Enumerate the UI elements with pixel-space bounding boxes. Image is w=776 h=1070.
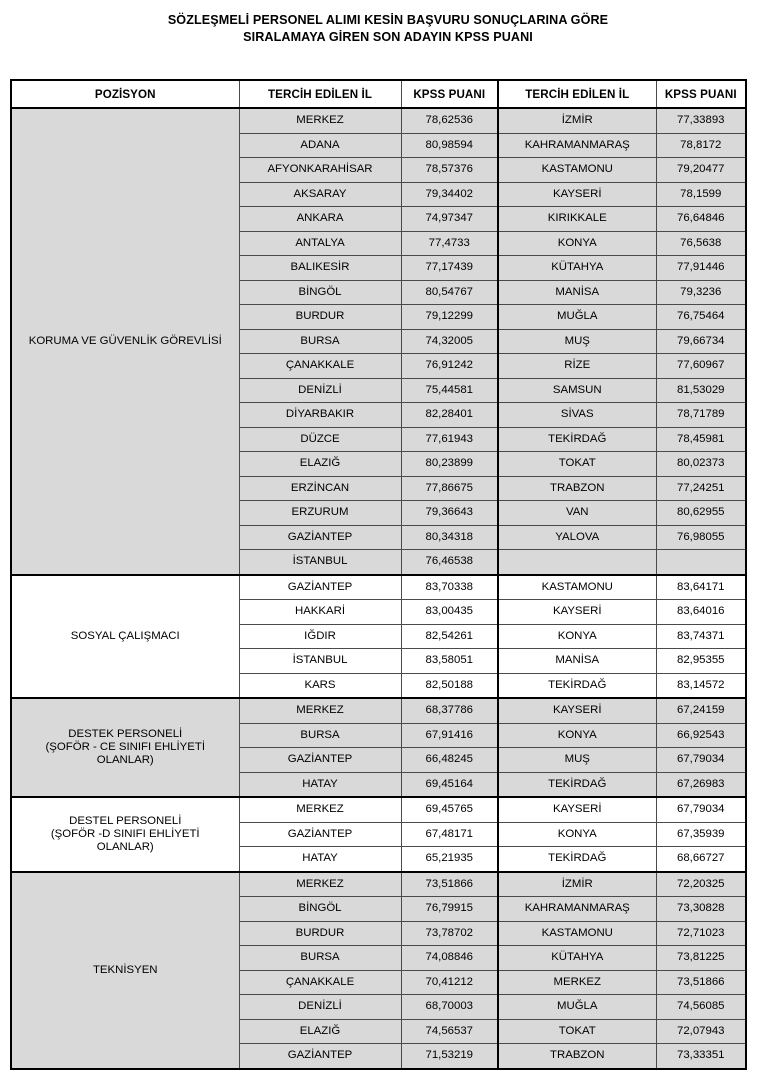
column-header-tercih-1: TERCİH EDİLEN İL — [239, 80, 401, 108]
tercih-edilen-il-2-cell: MANİSA — [498, 280, 656, 305]
kpss-puani-2-cell: 77,24251 — [656, 476, 746, 501]
tercih-edilen-il-1-cell: ELAZIĞ — [239, 452, 401, 477]
kpss-results-table — [10, 79, 747, 1070]
kpss-puani-2-cell: 76,98055 — [656, 525, 746, 550]
kpss-puani-1-cell: 76,91242 — [401, 354, 498, 379]
tercih-edilen-il-2-cell: KONYA — [498, 624, 656, 649]
kpss-puani-2-cell: 68,66727 — [656, 847, 746, 872]
kpss-puani-1-cell: 67,91416 — [401, 723, 498, 748]
position-label: TEKNİSYEN — [11, 872, 239, 1069]
tercih-edilen-il-1-cell: ERZURUM — [239, 501, 401, 526]
kpss-table-container — [10, 79, 745, 1070]
kpss-puani-2-cell: 73,51866 — [656, 970, 746, 995]
kpss-puani-1-cell: 79,12299 — [401, 305, 498, 330]
tercih-edilen-il-1-cell: DENİZLİ — [239, 378, 401, 403]
tercih-edilen-il-1-cell: ÇANAKKALE — [239, 970, 401, 995]
kpss-puani-1-cell: 76,46538 — [401, 550, 498, 575]
kpss-puani-1-cell: 74,08846 — [401, 946, 498, 971]
table-row — [11, 575, 746, 600]
column-header-tercih-2: TERCİH EDİLEN İL — [498, 80, 656, 108]
kpss-puani-2-cell: 79,66734 — [656, 329, 746, 354]
kpss-puani-1-cell: 75,44581 — [401, 378, 498, 403]
kpss-puani-1-cell: 77,4733 — [401, 231, 498, 256]
kpss-puani-1-cell: 74,32005 — [401, 329, 498, 354]
kpss-puani-2-cell: 82,95355 — [656, 649, 746, 674]
position-label: KORUMA VE GÜVENLİK GÖREVLİSİ — [11, 108, 239, 575]
tercih-edilen-il-1-cell: BALIKESİR — [239, 256, 401, 281]
tercih-edilen-il-1-cell: BİNGÖL — [239, 280, 401, 305]
tercih-edilen-il-1-cell: HATAY — [239, 847, 401, 872]
kpss-puani-2-cell: 78,1599 — [656, 182, 746, 207]
tercih-edilen-il-2-cell: KASTAMONU — [498, 575, 656, 600]
kpss-puani-1-cell: 83,00435 — [401, 600, 498, 625]
kpss-puani-1-cell: 80,54767 — [401, 280, 498, 305]
kpss-puani-1-cell: 80,98594 — [401, 133, 498, 158]
kpss-puani-1-cell: 83,58051 — [401, 649, 498, 674]
tercih-edilen-il-1-cell: İSTANBUL — [239, 649, 401, 674]
kpss-puani-1-cell: 80,34318 — [401, 525, 498, 550]
kpss-puani-2-cell: 81,53029 — [656, 378, 746, 403]
kpss-puani-2-cell: 77,60967 — [656, 354, 746, 379]
tercih-edilen-il-1-cell: DENİZLİ — [239, 995, 401, 1020]
kpss-puani-2-cell: 74,56085 — [656, 995, 746, 1020]
kpss-puani-2-cell: 83,14572 — [656, 673, 746, 698]
tercih-edilen-il-1-cell: BURDUR — [239, 921, 401, 946]
tercih-edilen-il-2-cell: TOKAT — [498, 452, 656, 477]
tercih-edilen-il-2-cell: SAMSUN — [498, 378, 656, 403]
kpss-puani-2-cell: 83,64171 — [656, 575, 746, 600]
title-line-2: SIRALAMAYA GİREN SON ADAYIN KPSS PUANI — [243, 30, 533, 44]
tercih-edilen-il-1-cell: HAKKARİ — [239, 600, 401, 625]
tercih-edilen-il-2-cell: KAYSERİ — [498, 182, 656, 207]
kpss-puani-2-cell — [656, 550, 746, 575]
position-label: DESTEL PERSONELİ (ŞOFÖR -D SINIFI EHLİYETİ OLANLAR) — [11, 797, 239, 872]
kpss-puani-2-cell: 76,75464 — [656, 305, 746, 330]
title-line-1: SÖZLEŞMELİ PERSONEL ALIMI KESİN BAŞVURU SONUÇLARINA GÖRE — [167, 13, 609, 27]
kpss-puani-1-cell: 82,54261 — [401, 624, 498, 649]
position-label: DESTEK PERSONELİ (ŞOFÖR - CE SINIFI EHLİYETİ OLANLAR) — [11, 698, 239, 797]
kpss-puani-1-cell: 78,57376 — [401, 158, 498, 183]
tercih-edilen-il-1-cell: MERKEZ — [239, 797, 401, 822]
kpss-puani-1-cell: 79,34402 — [401, 182, 498, 207]
tercih-edilen-il-2-cell: KÜTAHYA — [498, 256, 656, 281]
kpss-puani-2-cell: 79,3236 — [656, 280, 746, 305]
kpss-puani-1-cell: 68,37786 — [401, 698, 498, 723]
tercih-edilen-il-1-cell: BURSA — [239, 723, 401, 748]
tercih-edilen-il-1-cell: ANKARA — [239, 207, 401, 232]
kpss-puani-2-cell: 78,71789 — [656, 403, 746, 428]
kpss-puani-1-cell: 76,79915 — [401, 897, 498, 922]
tercih-edilen-il-2-cell: SİVAS — [498, 403, 656, 428]
tercih-edilen-il-1-cell: GAZİANTEP — [239, 748, 401, 773]
kpss-puani-2-cell: 73,33351 — [656, 1044, 746, 1069]
tercih-edilen-il-2-cell: KASTAMONU — [498, 158, 656, 183]
kpss-puani-2-cell: 66,92543 — [656, 723, 746, 748]
kpss-puani-2-cell: 73,81225 — [656, 946, 746, 971]
kpss-puani-2-cell: 67,79034 — [656, 748, 746, 773]
kpss-puani-2-cell: 67,26983 — [656, 772, 746, 797]
tercih-edilen-il-1-cell: DÜZCE — [239, 427, 401, 452]
tercih-edilen-il-1-cell: BURDUR — [239, 305, 401, 330]
kpss-puani-2-cell: 79,20477 — [656, 158, 746, 183]
kpss-puani-1-cell: 66,48245 — [401, 748, 498, 773]
kpss-puani-1-cell: 83,70338 — [401, 575, 498, 600]
tercih-edilen-il-2-cell: MUŞ — [498, 748, 656, 773]
page-title — [0, 0, 776, 46]
kpss-puani-1-cell: 79,36643 — [401, 501, 498, 526]
kpss-puani-2-cell: 72,07943 — [656, 1019, 746, 1044]
tercih-edilen-il-2-cell: TRABZON — [498, 476, 656, 501]
tercih-edilen-il-1-cell: GAZİANTEP — [239, 575, 401, 600]
tercih-edilen-il-2-cell: YALOVA — [498, 525, 656, 550]
kpss-puani-2-cell: 76,5638 — [656, 231, 746, 256]
column-header-kpss-1: KPSS PUANI — [401, 80, 498, 108]
tercih-edilen-il-1-cell: KARS — [239, 673, 401, 698]
tercih-edilen-il-2-cell: KONYA — [498, 723, 656, 748]
tercih-edilen-il-2-cell: İZMİR — [498, 108, 656, 133]
tercih-edilen-il-2-cell: TOKAT — [498, 1019, 656, 1044]
tercih-edilen-il-1-cell: ANTALYA — [239, 231, 401, 256]
kpss-puani-2-cell: 83,64016 — [656, 600, 746, 625]
tercih-edilen-il-2-cell: KAHRAMANMARAŞ — [498, 897, 656, 922]
kpss-puani-2-cell: 76,64846 — [656, 207, 746, 232]
tercih-edilen-il-1-cell: MERKEZ — [239, 108, 401, 133]
header-row — [11, 80, 746, 108]
table-header — [11, 80, 746, 108]
tercih-edilen-il-2-cell: KONYA — [498, 822, 656, 847]
tercih-edilen-il-2-cell: KAYSERİ — [498, 797, 656, 822]
kpss-puani-2-cell: 77,91446 — [656, 256, 746, 281]
position-label: SOSYAL ÇALIŞMACI — [11, 575, 239, 699]
tercih-edilen-il-1-cell: AFYONKARAHİSAR — [239, 158, 401, 183]
tercih-edilen-il-1-cell: MERKEZ — [239, 698, 401, 723]
kpss-puani-2-cell: 77,33893 — [656, 108, 746, 133]
tercih-edilen-il-1-cell: BİNGÖL — [239, 897, 401, 922]
tercih-edilen-il-1-cell: ÇANAKKALE — [239, 354, 401, 379]
tercih-edilen-il-2-cell — [498, 550, 656, 575]
tercih-edilen-il-2-cell: KONYA — [498, 231, 656, 256]
kpss-puani-1-cell: 77,61943 — [401, 427, 498, 452]
tercih-edilen-il-1-cell: MERKEZ — [239, 872, 401, 897]
kpss-puani-1-cell: 78,62536 — [401, 108, 498, 133]
kpss-puani-1-cell: 71,53219 — [401, 1044, 498, 1069]
table-row — [11, 872, 746, 897]
tercih-edilen-il-1-cell: GAZİANTEP — [239, 822, 401, 847]
column-header-kpss-2: KPSS PUANI — [656, 80, 746, 108]
tercih-edilen-il-1-cell: DİYARBAKIR — [239, 403, 401, 428]
tercih-edilen-il-2-cell: KAYSERİ — [498, 600, 656, 625]
tercih-edilen-il-1-cell: ADANA — [239, 133, 401, 158]
kpss-puani-1-cell: 74,97347 — [401, 207, 498, 232]
tercih-edilen-il-2-cell: İZMİR — [498, 872, 656, 897]
kpss-puani-1-cell: 82,28401 — [401, 403, 498, 428]
tercih-edilen-il-2-cell: KAYSERİ — [498, 698, 656, 723]
tercih-edilen-il-2-cell: KASTAMONU — [498, 921, 656, 946]
tercih-edilen-il-2-cell: RİZE — [498, 354, 656, 379]
kpss-puani-2-cell: 72,20325 — [656, 872, 746, 897]
kpss-puani-1-cell: 68,70003 — [401, 995, 498, 1020]
tercih-edilen-il-1-cell: İSTANBUL — [239, 550, 401, 575]
tercih-edilen-il-2-cell: TEKİRDAĞ — [498, 427, 656, 452]
table-row — [11, 108, 746, 133]
kpss-puani-1-cell: 65,21935 — [401, 847, 498, 872]
tercih-edilen-il-1-cell: BURSA — [239, 946, 401, 971]
kpss-puani-1-cell: 80,23899 — [401, 452, 498, 477]
kpss-puani-2-cell: 83,74371 — [656, 624, 746, 649]
tercih-edilen-il-1-cell: HATAY — [239, 772, 401, 797]
kpss-puani-2-cell: 78,45981 — [656, 427, 746, 452]
kpss-puani-1-cell: 70,41212 — [401, 970, 498, 995]
kpss-puani-1-cell: 69,45765 — [401, 797, 498, 822]
tercih-edilen-il-1-cell: BURSA — [239, 329, 401, 354]
kpss-puani-1-cell: 73,51866 — [401, 872, 498, 897]
tercih-edilen-il-2-cell: MUŞ — [498, 329, 656, 354]
tercih-edilen-il-1-cell: GAZİANTEP — [239, 1044, 401, 1069]
kpss-puani-1-cell: 67,48171 — [401, 822, 498, 847]
kpss-puani-1-cell: 77,86675 — [401, 476, 498, 501]
tercih-edilen-il-1-cell: ERZİNCAN — [239, 476, 401, 501]
tercih-edilen-il-2-cell: KAHRAMANMARAŞ — [498, 133, 656, 158]
tercih-edilen-il-1-cell: GAZİANTEP — [239, 525, 401, 550]
tercih-edilen-il-2-cell: MUĞLA — [498, 995, 656, 1020]
kpss-puani-1-cell: 69,45164 — [401, 772, 498, 797]
kpss-puani-1-cell: 74,56537 — [401, 1019, 498, 1044]
tercih-edilen-il-1-cell: AKSARAY — [239, 182, 401, 207]
tercih-edilen-il-2-cell: TEKİRDAĞ — [498, 673, 656, 698]
tercih-edilen-il-1-cell: ELAZIĞ — [239, 1019, 401, 1044]
tercih-edilen-il-2-cell: VAN — [498, 501, 656, 526]
table-row — [11, 797, 746, 822]
table-row — [11, 698, 746, 723]
tercih-edilen-il-1-cell: IĞDIR — [239, 624, 401, 649]
tercih-edilen-il-2-cell: KÜTAHYA — [498, 946, 656, 971]
tercih-edilen-il-2-cell: TEKİRDAĞ — [498, 847, 656, 872]
tercih-edilen-il-2-cell: KIRIKKALE — [498, 207, 656, 232]
tercih-edilen-il-2-cell: MANİSA — [498, 649, 656, 674]
kpss-puani-2-cell: 78,8172 — [656, 133, 746, 158]
tercih-edilen-il-2-cell: MUĞLA — [498, 305, 656, 330]
kpss-puani-2-cell: 80,02373 — [656, 452, 746, 477]
kpss-puani-1-cell: 82,50188 — [401, 673, 498, 698]
tercih-edilen-il-2-cell: MERKEZ — [498, 970, 656, 995]
kpss-puani-1-cell: 77,17439 — [401, 256, 498, 281]
kpss-puani-2-cell: 80,62955 — [656, 501, 746, 526]
kpss-puani-2-cell: 67,24159 — [656, 698, 746, 723]
kpss-puani-2-cell: 67,79034 — [656, 797, 746, 822]
kpss-puani-2-cell: 72,71023 — [656, 921, 746, 946]
tercih-edilen-il-2-cell: TRABZON — [498, 1044, 656, 1069]
kpss-puani-2-cell: 73,30828 — [656, 897, 746, 922]
tercih-edilen-il-2-cell: TEKİRDAĞ — [498, 772, 656, 797]
table-body — [11, 108, 746, 1069]
column-header-pozisyon: POZİSYON — [11, 80, 239, 108]
kpss-puani-1-cell: 73,78702 — [401, 921, 498, 946]
kpss-puani-2-cell: 67,35939 — [656, 822, 746, 847]
